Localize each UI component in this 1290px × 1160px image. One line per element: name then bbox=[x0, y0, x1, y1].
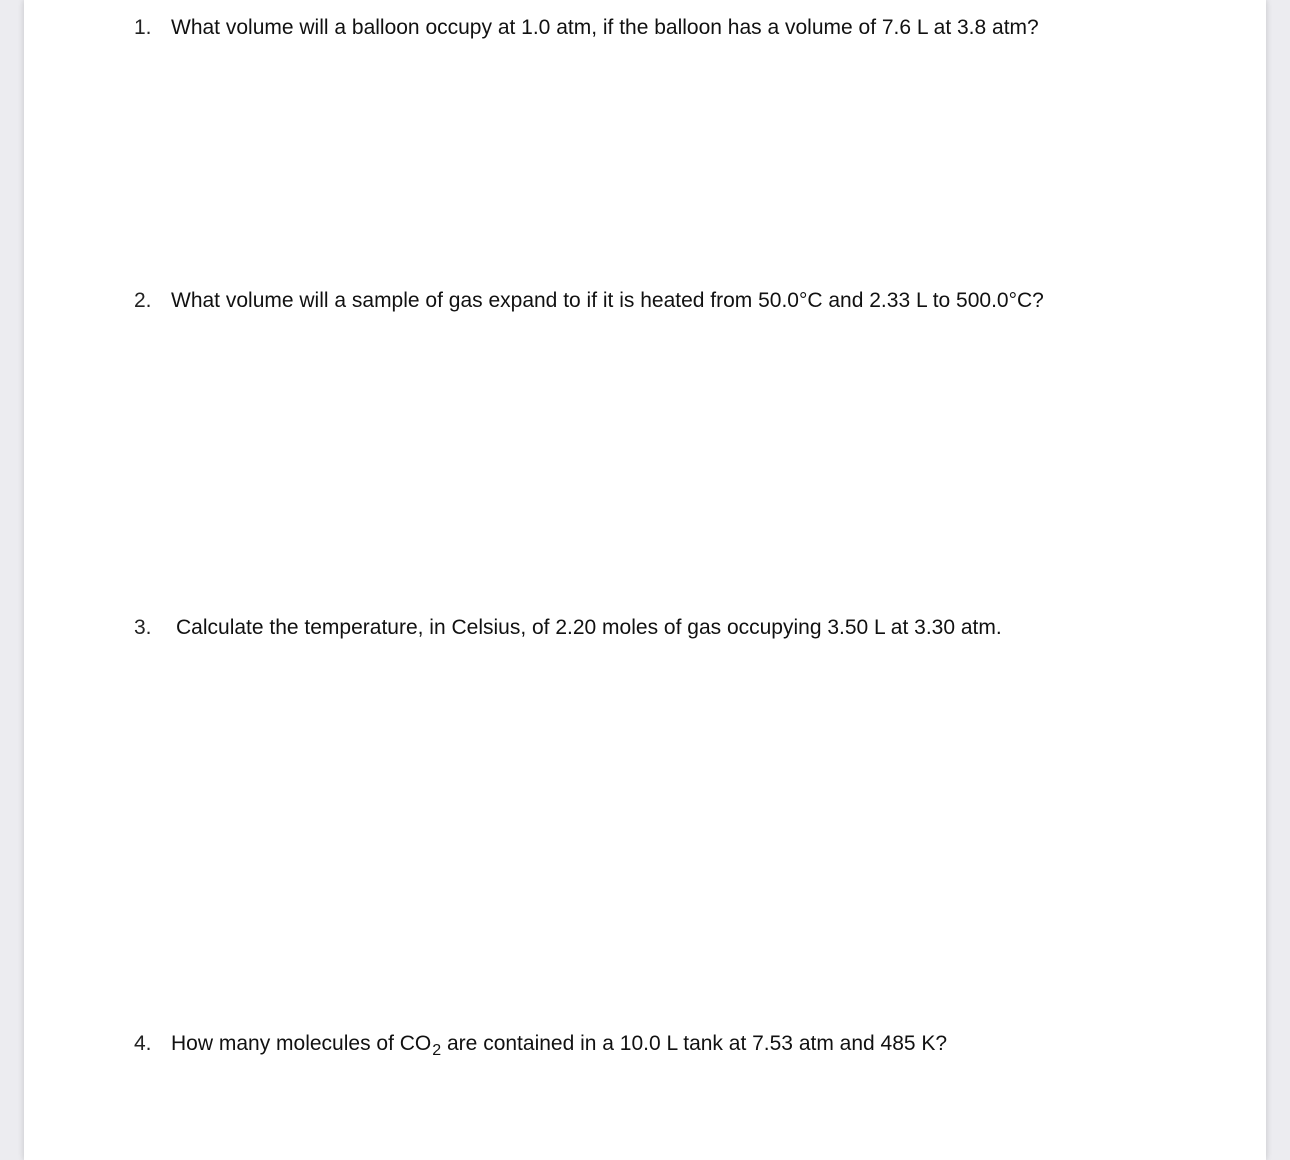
question-number: 3. bbox=[134, 616, 152, 639]
question-text-end: are contained in a 10.0 L tank at 7.53 atm and 485 K? bbox=[441, 1032, 948, 1055]
question-2 bbox=[134, 290, 1044, 311]
question-text: Calculate the temperature, in Celsius, of 2.20 moles of gas occupying 3.50 L at 3.30 atm. bbox=[176, 616, 1002, 639]
question-3 bbox=[134, 617, 1002, 638]
question-number: 4. bbox=[134, 1032, 152, 1055]
question-number: 2. bbox=[134, 289, 152, 312]
question-4 bbox=[134, 1033, 947, 1059]
subscript-2: 2 bbox=[432, 1042, 442, 1059]
question-text: What volume will a sample of gas expand to if it is heated from 50.0°C and 2.33 L to 500.0°C? bbox=[171, 289, 1044, 312]
question-number: 1. bbox=[134, 16, 152, 39]
question-text bbox=[171, 1033, 947, 1059]
question-text-start: How many molecules of CO bbox=[171, 1032, 432, 1055]
document-page bbox=[24, 0, 1266, 1160]
question-1 bbox=[134, 17, 1039, 38]
question-text: What volume will a balloon occupy at 1.0 atm, if the balloon has a volume of 7.6 L at 3.8 atm? bbox=[171, 16, 1039, 39]
